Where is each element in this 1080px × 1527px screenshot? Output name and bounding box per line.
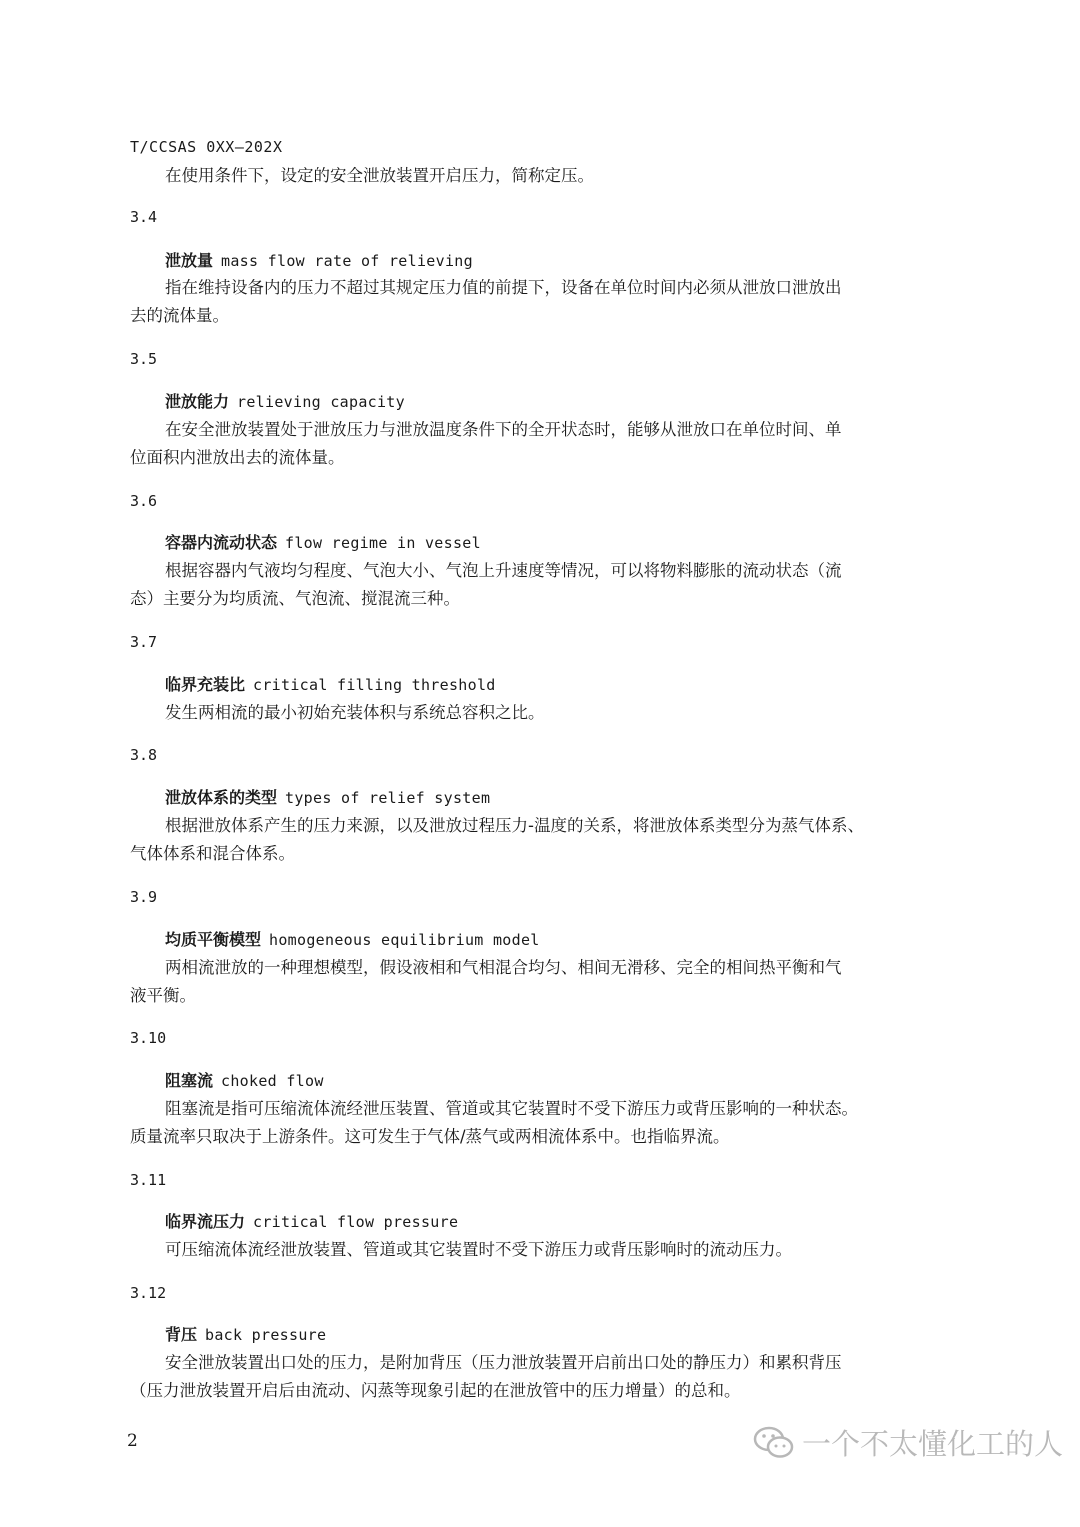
term-en: types of relief system: [285, 789, 491, 807]
term-heading: [165, 674, 496, 696]
definition-line: 指在维持设备内的压力不超过其规定压力值的前提下，设备在单位时间内必须从泄放口泄放出: [165, 278, 842, 297]
term-zh: 阻塞流: [165, 1071, 214, 1090]
definition-line: 液平衡。: [130, 986, 196, 1005]
term-zh: 泄放能力: [165, 392, 230, 411]
definition-line: 两相流泄放的一种理想模型，假设液相和气相混合均匀、相间无滑移、完全的相间热平衡和气: [165, 958, 842, 977]
term-en: choked flow: [221, 1072, 324, 1090]
term-en: back pressure: [205, 1326, 327, 1344]
term-heading: [165, 250, 473, 272]
definition-line: 安全泄放装置出口处的压力，是附加背压（压力泄放装置开启前出口处的静压力）和累积背压: [165, 1353, 842, 1372]
clause-number: 3.8: [130, 746, 158, 764]
clause-number: 3.6: [130, 492, 158, 510]
definition-line: 根据容器内气液均匀程度、气泡大小、气泡上升速度等情况，可以将物料膨胀的流动状态（流: [165, 561, 842, 580]
term-heading: [165, 929, 540, 951]
term-zh: 泄放体系的类型: [165, 788, 278, 807]
term-en: mass flow rate of relieving: [221, 252, 473, 270]
definition-line: 气体体系和混合体系。: [130, 844, 295, 863]
definition-line: 位面积内泄放出去的流体量。: [130, 448, 345, 467]
term-heading: [165, 532, 481, 554]
definition-line: 根据泄放体系产生的压力来源，以及泄放过程压力-温度的关系，将泄放体系类型分为蒸气体系、: [165, 816, 864, 835]
clause-number: 3.10: [130, 1029, 167, 1047]
term-heading: [165, 787, 490, 809]
definition-line: 阻塞流是指可压缩流体流经泄压装置、管道或其它装置时不受下游压力或背压影响的一种状态。: [165, 1099, 858, 1118]
term-heading: [165, 1324, 326, 1346]
definition-line: （压力泄放装置开启后由流动、闪蒸等现象引起的在泄放管中的压力增量）的总和。: [130, 1381, 741, 1400]
definition-line: 质量流率只取决于上游条件。这可发生于气体/蒸气或两相流体系中。也指临界流。: [130, 1127, 730, 1146]
document-code: T/CCSAS 0XX—202X: [130, 138, 283, 156]
definition-line: 去的流体量。: [130, 306, 229, 325]
watermark: [752, 1422, 1063, 1463]
term-en: relieving capacity: [237, 393, 405, 411]
clause-number: 3.5: [130, 350, 158, 368]
wechat-icon: [752, 1425, 796, 1461]
definition-line: 可压缩流体流经泄放装置、管道或其它装置时不受下游压力或背压影响时的流动压力。: [165, 1240, 792, 1259]
term-heading: [165, 1211, 458, 1233]
clause-number: 3.9: [130, 888, 158, 906]
clause-number: 3.11: [130, 1171, 167, 1189]
term-en: critical flow pressure: [253, 1213, 459, 1231]
term-en: homogeneous equilibrium model: [269, 931, 540, 949]
definition-line: 态）主要分为均质流、气泡流、搅混流三种。: [130, 589, 460, 608]
term-zh: 泄放量: [165, 251, 214, 270]
page-number: 2: [127, 1431, 138, 1451]
term-zh: 均质平衡模型: [165, 930, 262, 949]
term-zh: 背压: [165, 1325, 198, 1344]
term-heading: [165, 391, 405, 413]
clause-number: 3.7: [130, 633, 158, 651]
term-en: critical filling threshold: [253, 676, 496, 694]
term-zh: 临界流压力: [165, 1212, 246, 1231]
clause-number: 3.12: [130, 1284, 167, 1302]
term-en: flow regime in vessel: [285, 534, 481, 552]
term-heading: [165, 1070, 324, 1092]
definition-line: 发生两相流的最小初始充装体积与系统总容积之比。: [165, 703, 545, 722]
watermark-text: 一个不太懂化工的人: [802, 1427, 1064, 1461]
term-zh: 容器内流动状态: [165, 533, 278, 552]
term-zh: 临界充装比: [165, 675, 246, 694]
clause-number: 3.4: [130, 208, 158, 226]
definition-line: 在安全泄放装置处于泄放压力与泄放温度条件下的全开状态时，能够从泄放口在单位时间、单: [165, 420, 842, 439]
intro-text: 在使用条件下，设定的安全泄放装置开启压力，简称定压。: [165, 166, 594, 185]
